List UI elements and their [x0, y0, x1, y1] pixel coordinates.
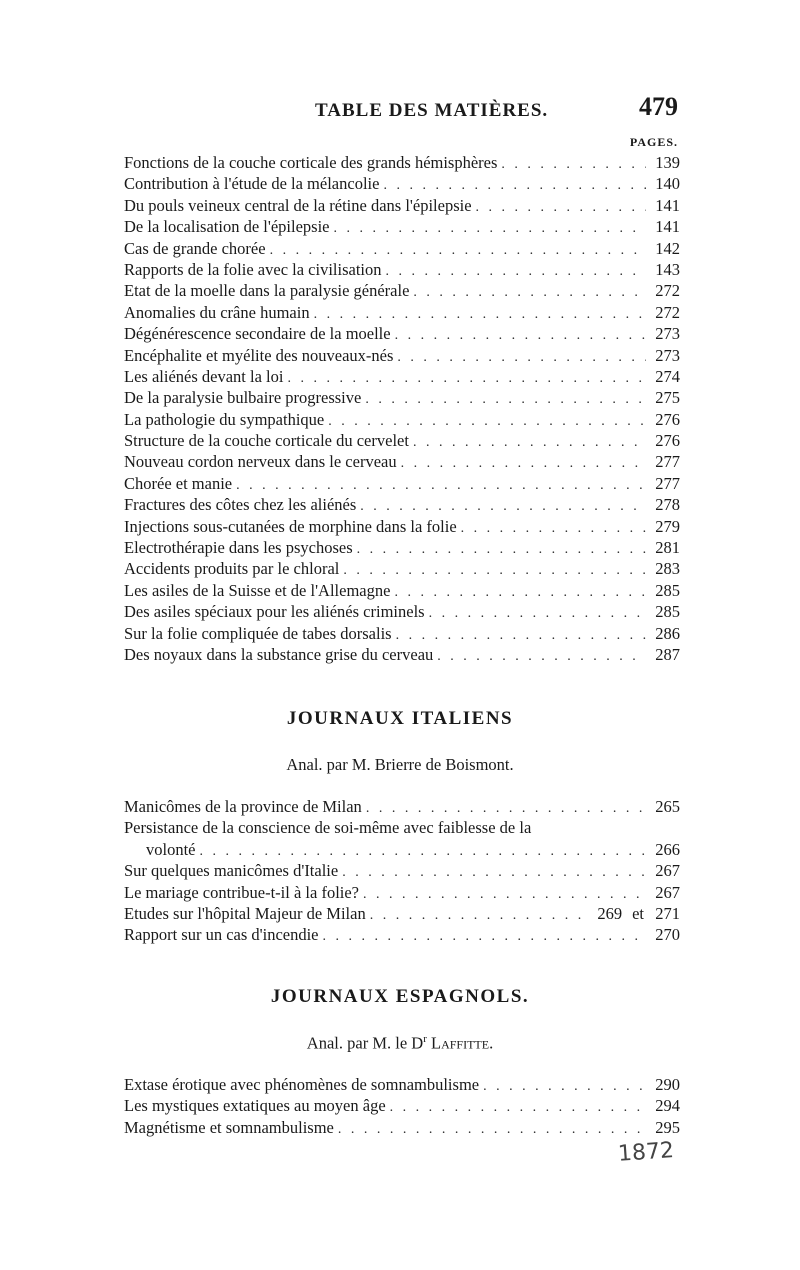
- toc-entry-page: 277: [655, 452, 680, 472]
- section-subheading-italiens: Anal. par M. Brierre de Boismont.: [286, 755, 514, 774]
- toc-entry: [124, 903, 680, 924]
- dot-leader: [314, 304, 646, 325]
- toc-entry-page-second: 271: [655, 903, 680, 923]
- toc-entry-page: 276: [655, 409, 680, 429]
- toc-entry-page: 140: [655, 174, 680, 194]
- toc-entry-title: Cas de grande chorée: [124, 238, 266, 258]
- toc-entry-page: 272: [655, 281, 680, 301]
- handwritten-note: 1872: [617, 1138, 675, 1167]
- dot-leader: [429, 603, 646, 624]
- toc-entry-page: 141: [655, 217, 680, 237]
- toc-entry-conjunction: et: [632, 903, 644, 923]
- toc-entry-page: 267: [655, 882, 680, 902]
- toc-entry-title: De la paralysie bulbaire progressive: [124, 388, 362, 408]
- toc-entry-title: Sur la folie compliquée de tabes dorsalis: [124, 623, 392, 643]
- dot-leader: [370, 905, 588, 926]
- dot-leader: [501, 154, 646, 175]
- page-number: 479: [639, 92, 678, 121]
- toc-entry-page: 279: [655, 516, 680, 536]
- dot-leader: [476, 197, 646, 218]
- dot-leader: [390, 1097, 646, 1118]
- toc-entry-title-line1: Persistance de la conscience de soi-même avec faiblesse de la: [124, 818, 532, 838]
- toc-entry: [124, 1095, 680, 1116]
- toc-entry-title: Du pouls veineux central de la rétine dans l'épilepsie: [124, 195, 472, 215]
- toc-entry: [124, 430, 680, 451]
- toc-entry: [124, 882, 680, 903]
- dot-leader: [386, 261, 647, 282]
- toc-entry-page: 277: [655, 473, 680, 493]
- toc-entry-page: 270: [655, 925, 680, 945]
- toc-section-general: [124, 152, 680, 665]
- toc-section-espagnols: [124, 1074, 680, 1138]
- toc-entry-title: Fractures des côtes chez les aliénés: [124, 495, 357, 515]
- dot-leader: [483, 1076, 646, 1097]
- dot-leader: [342, 862, 646, 883]
- dot-leader: [360, 496, 646, 517]
- toc-entry-page: 272: [655, 302, 680, 322]
- toc-entry: [124, 537, 680, 558]
- toc-entry: [124, 216, 680, 237]
- toc-entry-title: Des noyaux dans la substance grise du cerveau: [124, 644, 434, 664]
- toc-entry: [124, 516, 680, 537]
- toc-entry-title: Rapport sur un cas d'incendie: [124, 925, 319, 945]
- toc-entry: [124, 558, 680, 579]
- toc-entry-title: Des asiles spéciaux pour les aliénés criminels: [124, 602, 425, 622]
- running-title: TABLE DES MATIÈRES.: [315, 100, 549, 121]
- toc-entry-title: Chorée et manie: [124, 473, 233, 493]
- subheading-superscript: r: [423, 1033, 427, 1045]
- dot-leader: [338, 1119, 646, 1140]
- toc-entry-title: Contribution à l'étude de la mélancolie: [124, 174, 380, 194]
- dot-leader: [343, 560, 646, 581]
- toc-entry: [124, 409, 680, 430]
- toc-entry: [124, 238, 680, 259]
- toc-entry-page: 285: [655, 580, 680, 600]
- toc-entry: [124, 173, 680, 194]
- toc-entry-page: 275: [655, 388, 680, 408]
- section-heading-espagnols: JOURNAUX ESPAGNOLS.: [270, 986, 530, 1007]
- toc-entry-page: 276: [655, 431, 680, 451]
- dot-leader: [287, 368, 646, 389]
- toc-entry-page: 142: [655, 238, 680, 258]
- toc-entry: [124, 302, 680, 323]
- toc-entry-title: Les asiles de la Suisse et de l'Allemagne: [124, 580, 391, 600]
- toc-entry-page: 285: [655, 602, 680, 622]
- toc-entry-page: 287: [655, 644, 680, 664]
- toc-entry: [124, 451, 680, 472]
- toc-entry: [124, 644, 680, 665]
- dot-leader: [334, 218, 647, 239]
- toc-entry: [124, 259, 680, 280]
- toc-entry-page: 294: [655, 1096, 680, 1116]
- toc-entry: [124, 323, 680, 344]
- toc-entry-page: 295: [655, 1117, 680, 1137]
- toc-entry-page: 290: [655, 1075, 680, 1094]
- dot-leader: [200, 841, 647, 862]
- toc-entry-page: 273: [655, 324, 680, 344]
- subheading-prefix: Anal. par M. le D: [306, 1033, 424, 1053]
- dot-leader: [328, 411, 646, 432]
- toc-entry: [124, 473, 680, 494]
- toc-entry-title: Etudes sur l'hôpital Majeur de Milan: [124, 903, 366, 923]
- toc-entry: [124, 623, 680, 644]
- toc-entry-page: 267: [655, 861, 680, 881]
- toc-entry-title: Electrothérapie dans les psychoses: [124, 538, 353, 558]
- dot-leader: [413, 282, 646, 303]
- toc-entry: [124, 195, 680, 216]
- dot-leader: [413, 432, 646, 453]
- dot-leader: [401, 453, 646, 474]
- subheading-author: Laffitte: [430, 1033, 490, 1053]
- toc-entry: [124, 366, 680, 387]
- toc-entry-title: Magnétisme et somnambulisme: [124, 1117, 334, 1137]
- toc-entry: [124, 860, 680, 881]
- toc-entry-title: Encéphalite et myélite des nouveaux-nés: [124, 345, 394, 365]
- dot-leader: [383, 175, 646, 196]
- toc-entry-title: Sur quelques manicômes d'Italie: [124, 861, 339, 881]
- toc-entry-page: 141: [655, 195, 680, 215]
- toc-entry-title: Manicômes de la province de Milan: [124, 797, 362, 816]
- dot-leader: [437, 646, 646, 667]
- pages-column-label: PAGES.: [629, 135, 678, 149]
- toc-entry: [124, 345, 680, 366]
- dot-leader: [397, 347, 646, 368]
- toc-entry-title: Structure de la couche corticale du cervelet: [124, 431, 409, 451]
- toc-entry: [124, 580, 680, 601]
- toc-entry: [124, 924, 680, 945]
- dot-leader: [357, 539, 646, 560]
- dot-leader: [395, 325, 646, 346]
- toc-entry: [124, 1074, 680, 1095]
- toc-entry: [124, 152, 680, 173]
- toc-entry-page: 283: [655, 559, 680, 579]
- toc-entry-title: Anomalies du crâne humain: [124, 302, 310, 322]
- toc-entry: [124, 1117, 680, 1138]
- page-header: [120, 92, 680, 132]
- toc-entry: [124, 839, 680, 860]
- dot-leader: [394, 582, 646, 603]
- toc-entry: [124, 796, 680, 817]
- toc-entry-title: Fonctions de la couche corticale des grands hémisphères: [124, 153, 498, 172]
- toc-entry-page: 281: [655, 538, 680, 558]
- dot-leader: [236, 475, 646, 496]
- toc-entry-title: Les aliénés devant la loi: [124, 366, 284, 386]
- toc-entry-page: 269: [597, 903, 623, 923]
- dot-leader: [396, 625, 646, 646]
- toc-entry-page: 273: [655, 345, 680, 365]
- toc-entry-title: La pathologie du sympathique: [124, 409, 325, 429]
- toc-entry-title: Extase érotique avec phénomènes de somnambulisme: [124, 1075, 480, 1094]
- toc-entry-page: 266: [655, 839, 680, 859]
- toc-entry-title: Dégénérescence secondaire de la moelle: [124, 324, 391, 344]
- toc-entry-title: Nouveau cordon nerveux dans le cerveau: [124, 452, 397, 472]
- toc-entry-title: Etat de la moelle dans la paralysie générale: [124, 281, 410, 301]
- toc-entry-page: 286: [655, 623, 680, 643]
- dot-leader: [270, 240, 646, 261]
- toc-entry-page: 278: [655, 495, 680, 515]
- dot-leader: [365, 389, 646, 410]
- dot-leader: [461, 518, 646, 539]
- dot-leader: [323, 926, 646, 947]
- toc-entry-page: 265: [655, 797, 680, 816]
- section-subheading-espagnols: Anal. par M. le $D^r$ Laffitte.: [306, 1033, 494, 1053]
- dot-leader: [363, 884, 646, 905]
- toc-section-italiens: [124, 796, 680, 946]
- toc-entry-title: Le mariage contribue-t-il à la folie?: [124, 882, 360, 902]
- toc-entry-title: Les mystiques extatiques au moyen âge: [124, 1096, 386, 1116]
- dot-leader: [366, 798, 646, 819]
- toc-entry: [124, 494, 680, 515]
- toc-entry-title: Accidents produits par le chloral: [124, 559, 340, 579]
- toc-entry: [124, 601, 680, 622]
- toc-entry-title: Injections sous-cutanées de morphine dans la folie: [124, 516, 457, 536]
- toc-entry-title: Rapports de la folie avec la civilisation: [124, 259, 382, 279]
- toc-entry-page: 139: [655, 153, 680, 172]
- toc-entry-page: 143: [655, 259, 680, 279]
- toc-entry-title: De la localisation de l'épilepsie: [124, 217, 330, 237]
- toc-entry-page: 274: [655, 366, 680, 386]
- toc-entry-title-line2: volonté: [146, 839, 196, 859]
- toc-entry: [124, 280, 680, 301]
- toc-entry: [124, 387, 680, 408]
- section-heading-italiens: JOURNAUX ITALIENS: [286, 708, 514, 729]
